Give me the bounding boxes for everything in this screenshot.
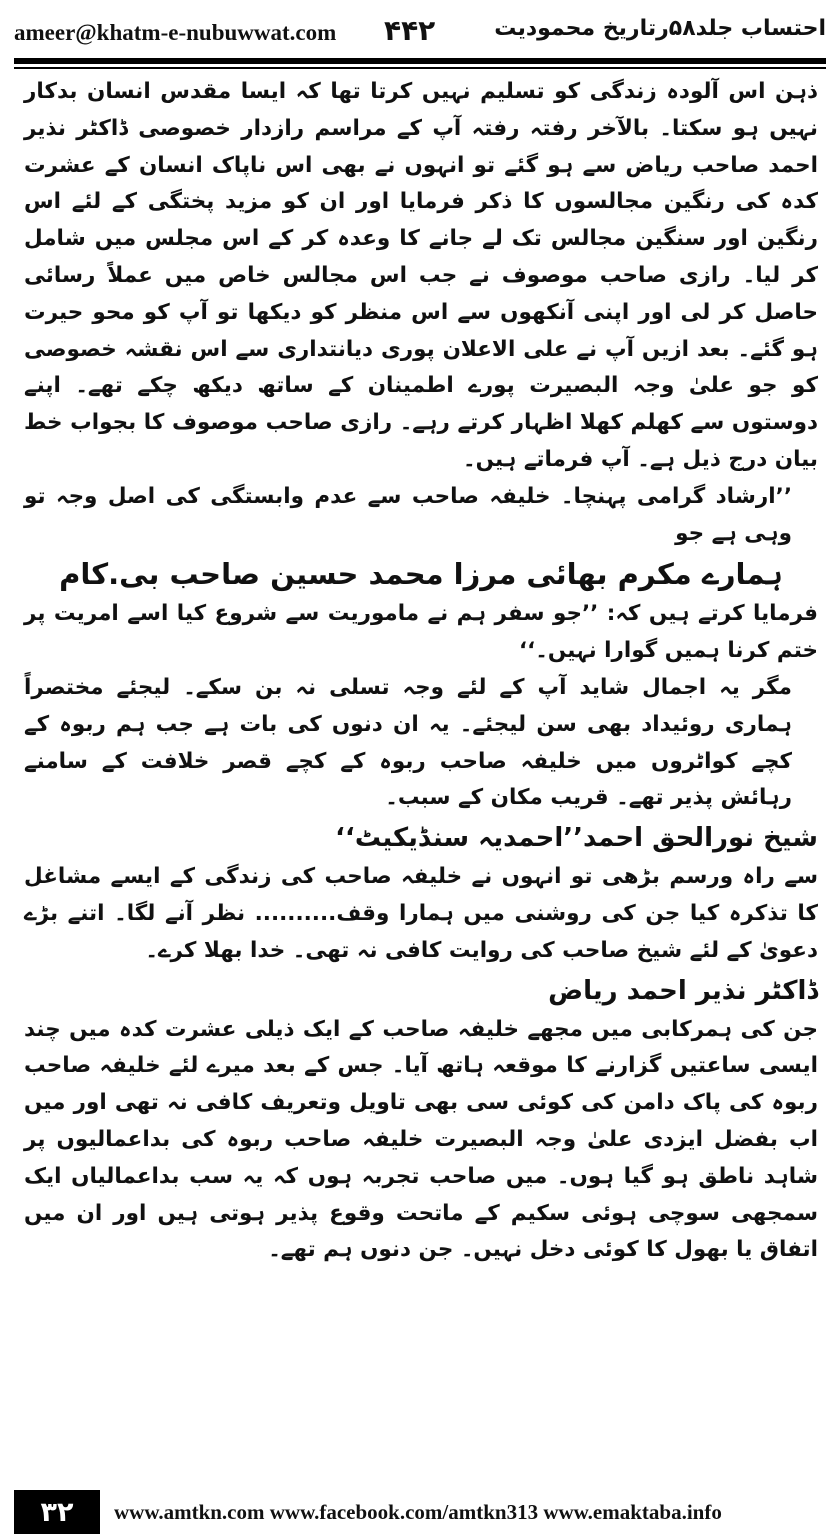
header-email: ameer@khatm-e-nubuwwat.com	[14, 20, 337, 45]
page-footer	[14, 1490, 826, 1534]
heading-sheikh-noor-ul-haq: شیخ نورالحق احمد’’احمدیہ سنڈیکیٹ‘‘	[335, 823, 818, 854]
quote-intro: ’’ارشاد گرامی پہنچا۔ خلیفہ صاحب سے عدم وابستگی کی اصل وجہ تو وہی ہے جو	[24, 483, 792, 546]
header-rule-thick	[14, 58, 826, 64]
header-rule-thin	[14, 67, 826, 69]
paragraph-5: جن کی ہمرکابی میں مجھے خلیفہ صاحب کے ایک ذیلی عشرت کدہ میں چند ایسی ساعتیں گزارنے کا موقعہ ہاتھ آیا۔ جس کے بعد میرے لئے خلیفہ صاحب ربوہ کی پاک دامن کی کوئی سی بھی تاویل وتعریف کافی نہ تھی اور میں اب بفضل ایزدی علیٰ وجہ البصیرت خلیفہ صاحب ربوہ کی بداعمالیوں پر شاہد ناطق ہو گیا ہوں۔ میں صاحب تجربہ ہوں کہ یہ سب بداعمالیاں ایک سمجھی سوچی ہوئی سکیم کے ماتحت وقوع پذیر ہوتی ہیں اور ان میں اتفاق یا بھول کا کوئی دخل نہیں۔ جن دنوں ہم تھے۔	[24, 1016, 818, 1263]
paragraph-4: سے راہ ورسم بڑھی تو انہوں نے خلیفہ صاحب کی زندگی کے ایسے مشاغل کا تذکرہ کیا جن کی روشنی میں ہمارا وقف.......... نظر آنے لگا۔ اتنے بڑے دعویٰ کے لئے شیخ صاحب کی روایت کافی نہ تھی۔ خدا بھلا کرے۔	[24, 864, 818, 963]
header-book-title: احتساب جلد۵۸رتاریخ محمودیت	[494, 16, 826, 41]
paragraph-1: ذہن اس آلودہ زندگی کو تسلیم نہیں کرتا تھا کہ ایسا مقدس انسان بدکار نہیں ہو سکتا۔ بالآخر رفتہ رفتہ آپ کے مراسم رازدار خصوصی ڈاکٹر نذیر احمد صاحب ریاض سے ہو گئے تو انہوں نے بھی اس ناپاک انسان کے عشرت کدہ کی رنگین مجالسوں کا ذکر فرمایا اور ان کو مزید پختگی کے لئے اس رنگین اور سنگین مجالس تک لے جانے کا وعدہ کر کے اس مجلس میں شامل کر لیا۔ رازی صاحب موصوف نے جب اس مجالس خاص میں عملاً رسائی حاصل کر لی اور اپنی آنکھوں سے اس منظر کو دیکھا تو آپ کو محو حیرت ہو گئے۔ بعد ازیں آپ نے علی الاعلان پوری دیانتداری سے اس نقشہ خصوصی کو جو علیٰ وجہ البصیرت پورے اطمینان کے ساتھ دیکھ چکے تھے۔ اپنے دوستوں سے کھلم کھلا اظہار کرتے رہے۔ رازی صاحب موصوف کا بجواب خط بیان درج ذیل ہے۔ آپ فرماتے ہیں۔	[24, 79, 818, 472]
page-body	[24, 74, 818, 1269]
page-header	[0, 0, 840, 62]
heading-dr-nazir-ahmad-riaz: ڈاکٹر نذیر احمد ریاض	[548, 975, 818, 1006]
heading-mirza-muhammad-hussain: ہمارے مکرم بھائی مرزا محمد حسین صاحب بی.کام	[59, 557, 783, 592]
paragraph-2: فرمایا کرتے ہیں کہ: ’’جو سفر ہم نے ماموریت سے شروع کیا اسے امریت پر ختم کرنا ہمیں گوارا نہیں۔‘‘	[24, 601, 818, 664]
footer-page-box: ۳۲	[14, 1490, 100, 1534]
paragraph-3: مگر یہ اجمال شاید آپ کے لئے وجہ تسلی نہ بن سکے۔ لیجئے مختصراً ہماری روئیداد بھی سن لیجئے۔ یہ ان دنوں کی بات ہے جب ہم ربوہ کے کچے کواٹروں میں خلیفہ صاحب ربوہ کے کچے قصر خلافت کے سامنے رہائش پذیر تھے۔ قریب مکان کے سبب۔	[24, 674, 792, 811]
footer-links: www.amtkn.com www.facebook.com/amtkn313 www.emaktaba.info	[114, 1500, 722, 1524]
header-page-number: ۴۴۲	[384, 14, 436, 47]
